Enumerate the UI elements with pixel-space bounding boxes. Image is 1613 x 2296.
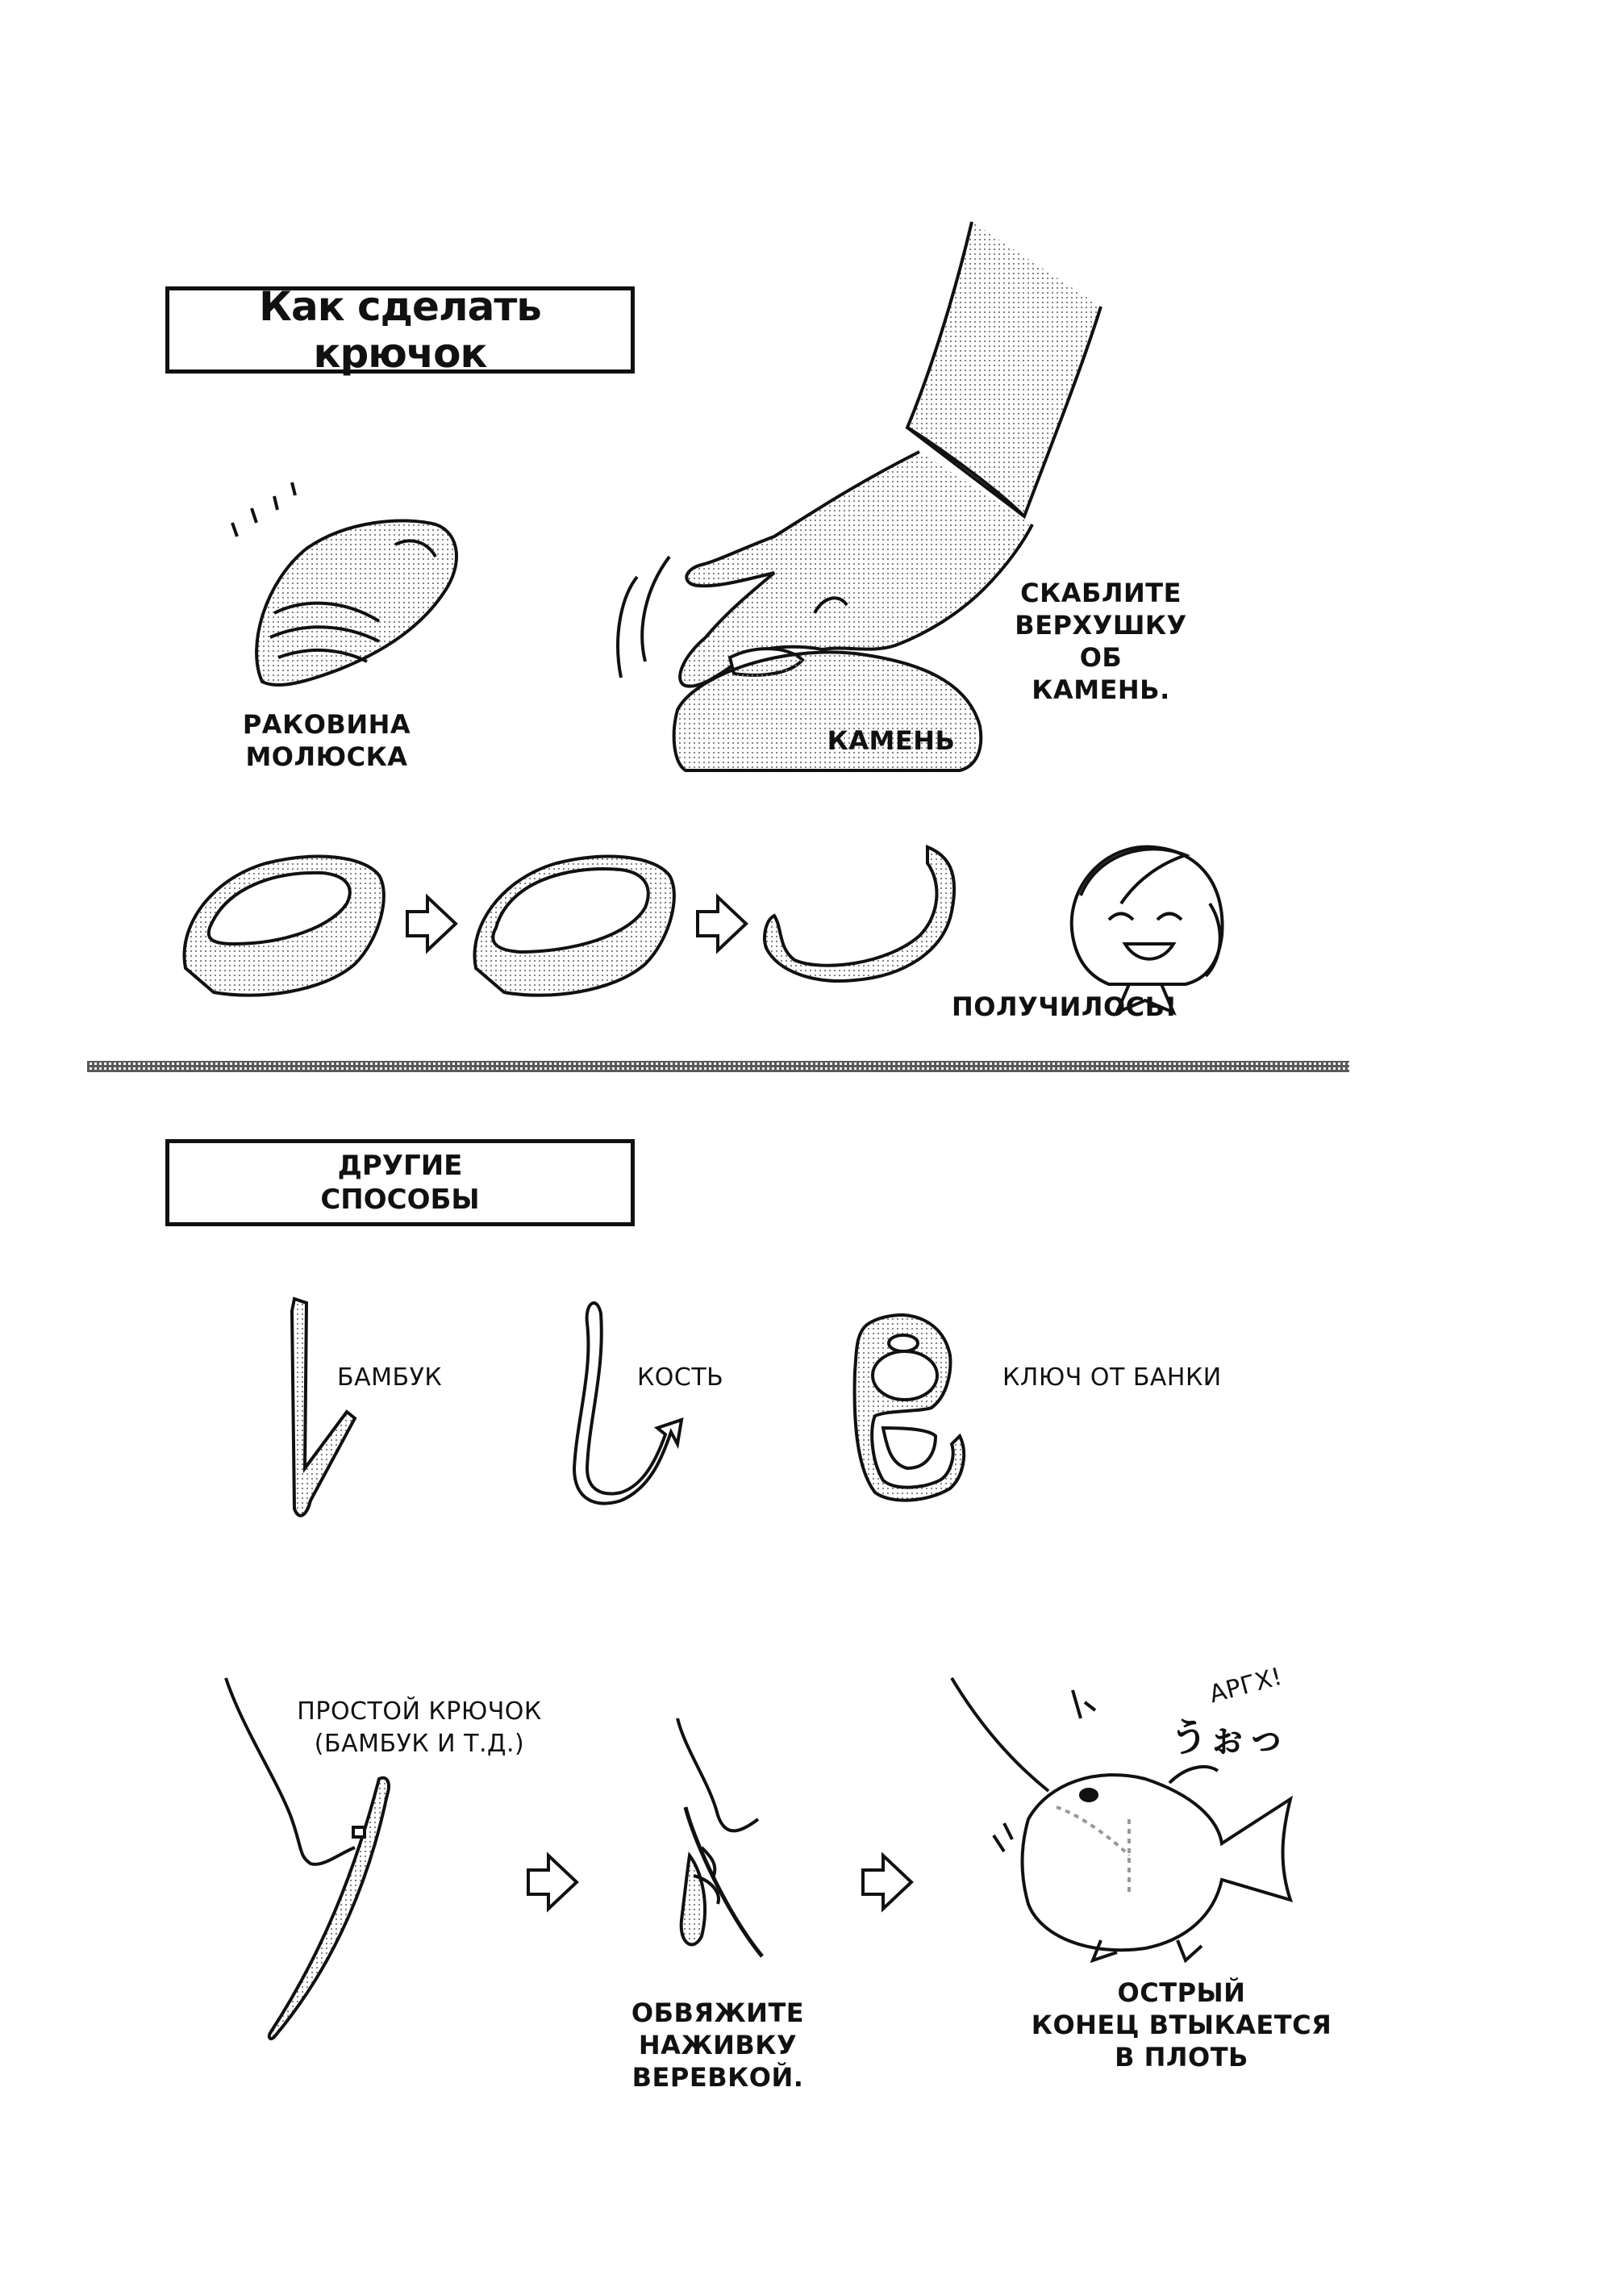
hook-label-can-tab: КЛЮЧ ОТ БАНКИ bbox=[1002, 1363, 1222, 1392]
tie-bait-label: ОБВЯЖИТЕ НАЖИВКУ ВЕРЕВКОЙ. bbox=[631, 1998, 805, 2093]
fish-sfx-label: АРГХ! bbox=[1206, 1662, 1286, 1709]
hook-label-bone: КОСТЬ bbox=[637, 1363, 724, 1392]
pierce-label: ОСТРЫЙ КОНЕЦ ВТЫКАЕТСЯ В ПЛОТЬ bbox=[1031, 1977, 1332, 2073]
success-label: ПОЛУЧИЛОСЬ! bbox=[952, 991, 1177, 1022]
arrow-right-icon bbox=[528, 1856, 577, 1909]
scrape-instruction: СКАБЛИТЕ ВЕРХУШКУ ОБ КАМЕНЬ. bbox=[1015, 578, 1187, 705]
section-title-text: ДРУГИЕ СПОСОБЫ bbox=[320, 1150, 480, 1216]
stone-label: КАМЕНЬ bbox=[827, 725, 956, 756]
hook-label-bamboo: БАМБУК bbox=[337, 1363, 443, 1392]
section-title-text: Как сделать крючок bbox=[259, 283, 541, 377]
fish-sfx-jp: うぉっ bbox=[1169, 1715, 1286, 1760]
simple-hook-label: ПРОСТОЙ КРЮЧОК (БАМБУК И Т.Д.) bbox=[297, 1697, 542, 1758]
hook-tied-in-bait-icon bbox=[677, 1718, 762, 1956]
shell-label: РАКОВИНА МОЛЮСКА bbox=[242, 709, 411, 772]
arrow-right-icon bbox=[863, 1856, 911, 1909]
